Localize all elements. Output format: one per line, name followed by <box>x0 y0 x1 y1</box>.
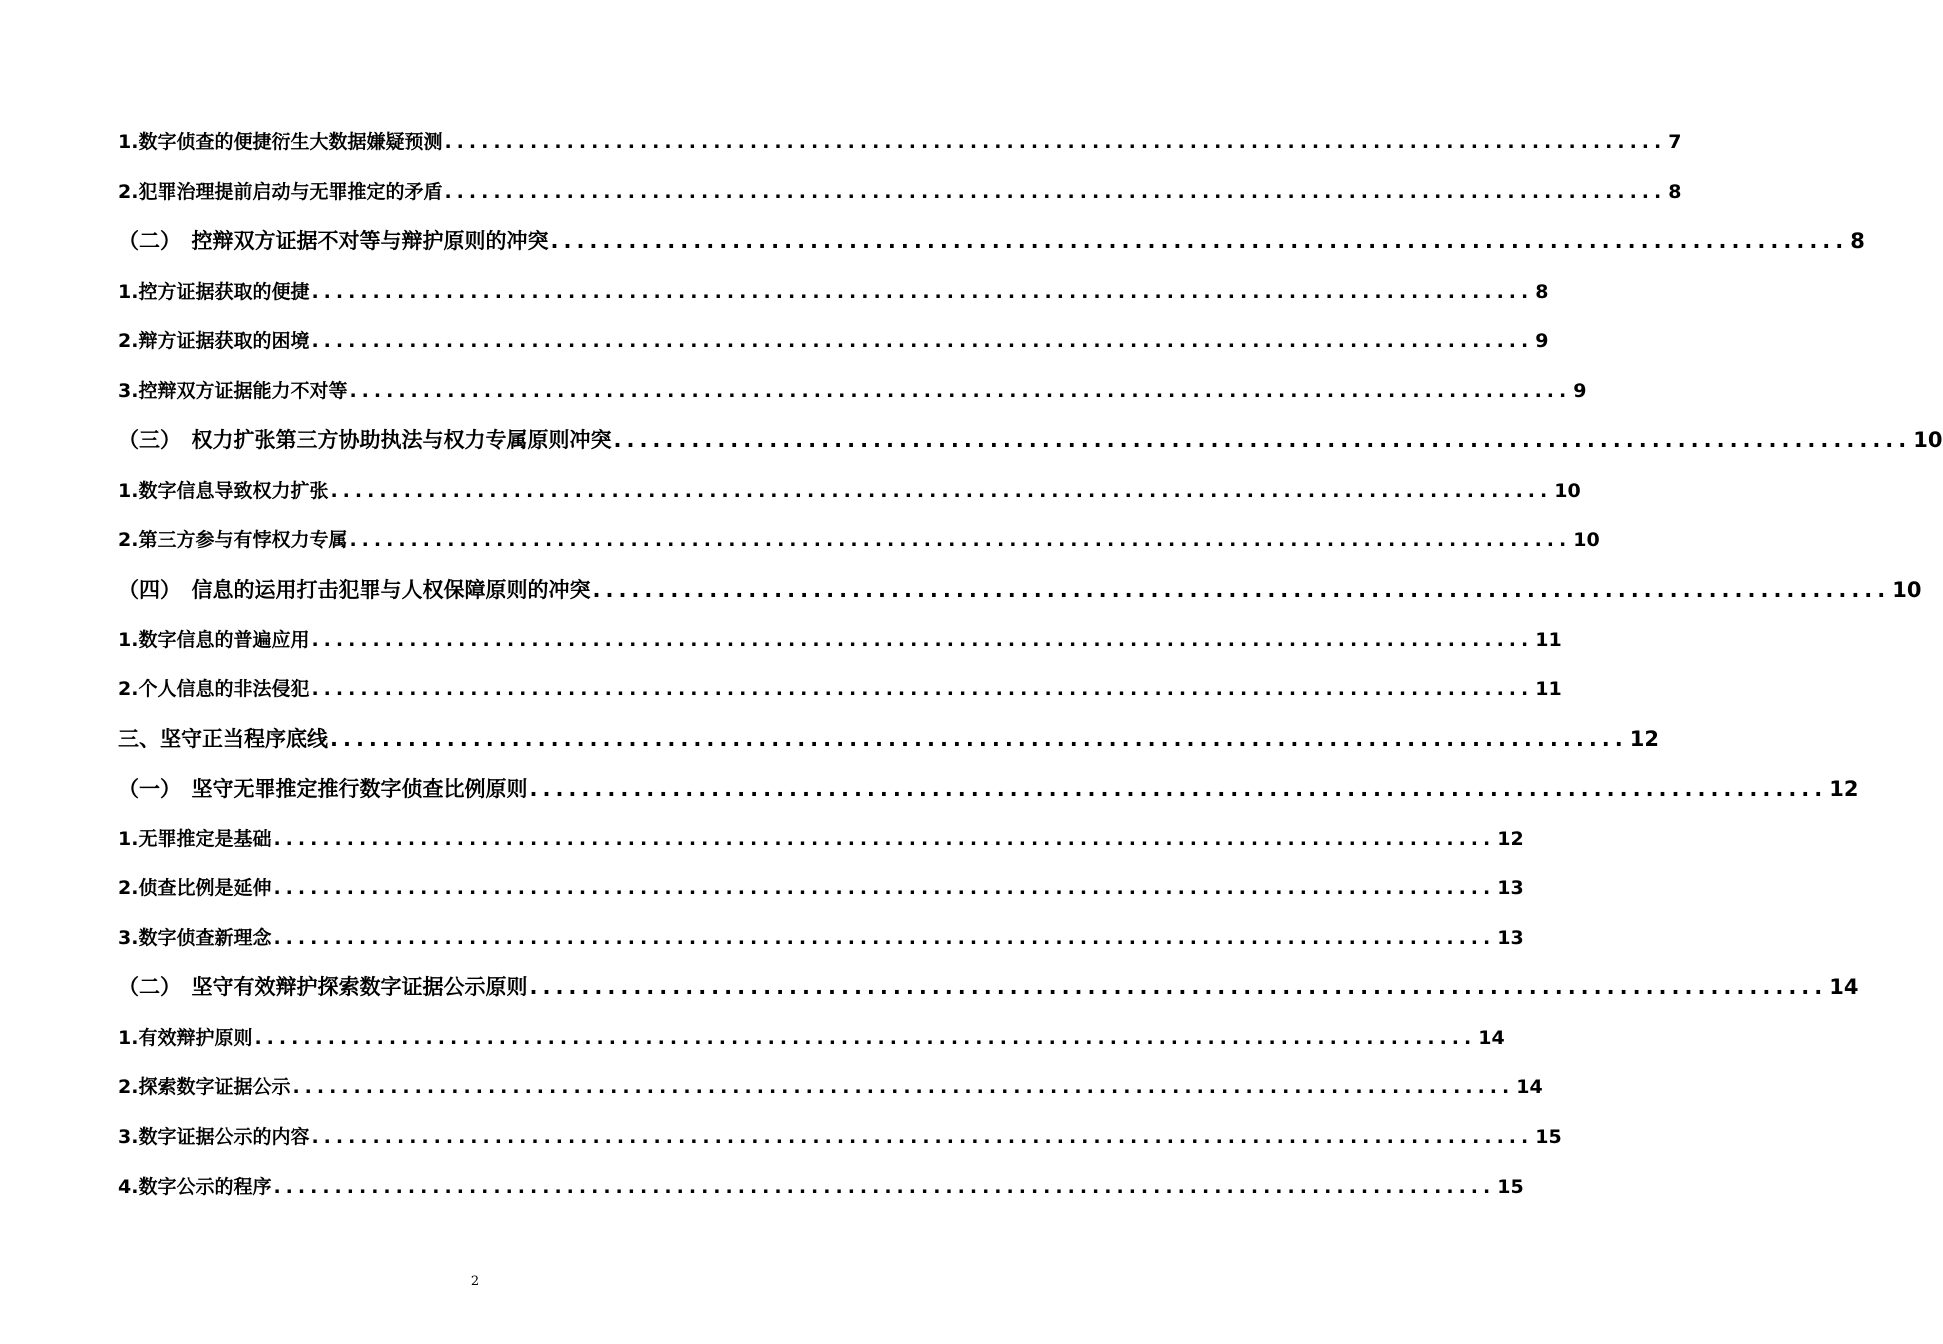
toc-dot-leader: .................................................................................................... <box>444 181 1667 203</box>
toc-entry-page: 12 <box>1829 777 1859 801</box>
toc-dot-leader: .................................................................................................... <box>550 229 1849 253</box>
toc-entry-label: 3.数字证据公示的内容 <box>118 1126 310 1148</box>
toc-entry-label: （二） 坚守有效辩护探索数字证据公示原则 <box>118 975 528 999</box>
toc-entry-label: 1.有效辩护原则 <box>118 1027 253 1049</box>
toc-entry-page: 15 <box>1497 1176 1524 1198</box>
toc-dot-leader: .................................................................................................... <box>273 828 1496 850</box>
toc-entry <box>118 522 1600 552</box>
toc-entry-page: 14 <box>1478 1027 1505 1049</box>
toc-dot-leader: .................................................................................................... <box>273 927 1496 949</box>
toc-entry-page: 7 <box>1668 131 1682 153</box>
toc-dot-leader: .................................................................................................... <box>311 629 1534 651</box>
toc-entry <box>118 422 1943 452</box>
toc-entry-page: 8 <box>1668 181 1682 203</box>
toc-entry-label: 3.数字侦查新理念 <box>118 927 272 949</box>
toc-entry-page: 9 <box>1573 380 1587 402</box>
toc-dot-leader: .................................................................................................... <box>311 281 1534 303</box>
toc-entry <box>118 223 1865 253</box>
toc-entry <box>118 821 1524 851</box>
toc-entry-page: 12 <box>1629 727 1659 751</box>
toc-entry-page: 8 <box>1535 281 1549 303</box>
toc-dot-leader: .................................................................................................... <box>311 678 1534 700</box>
toc-dot-leader: .................................................................................................... <box>330 727 1628 751</box>
toc-entry <box>118 920 1524 950</box>
toc-entry-page: 10 <box>1913 428 1943 452</box>
toc-entry-label: 三、坚守正当程序底线 <box>118 727 328 751</box>
toc-entry-page: 11 <box>1535 629 1562 651</box>
toc-entry-label: （一） 坚守无罪推定推行数字侦查比例原则 <box>118 777 528 801</box>
toc-entry-label: 2.犯罪治理提前启动与无罪推定的矛盾 <box>118 181 443 203</box>
toc-entry <box>118 969 1859 999</box>
toc-entry-label: 1.数字信息的普遍应用 <box>118 629 310 651</box>
toc-entry-page: 14 <box>1829 975 1859 999</box>
toc-entry-page: 13 <box>1497 927 1524 949</box>
toc-entry-label: 2.第三方参与有悖权力专属 <box>118 529 348 551</box>
toc-entry-page: 10 <box>1892 578 1922 602</box>
toc-dot-leader: .................................................................................................... <box>349 529 1572 551</box>
toc-dot-leader: .................................................................................................... <box>292 1076 1515 1098</box>
toc-entry-label: 2.个人信息的非法侵犯 <box>118 678 310 700</box>
toc-entry <box>118 671 1562 701</box>
toc-entry-label: 1.无罪推定是基础 <box>118 828 272 850</box>
toc-entry-page: 9 <box>1535 330 1549 352</box>
toc-entry <box>118 1020 1505 1050</box>
toc-entry <box>118 1069 1543 1099</box>
toc-dot-leader: .................................................................................................... <box>349 380 1572 402</box>
toc-entry <box>118 771 1859 801</box>
toc-entry-page: 12 <box>1497 828 1524 850</box>
toc-entry-label: 1.控方证据获取的便捷 <box>118 281 310 303</box>
toc-entry-label: 3.控辩双方证据能力不对等 <box>118 380 348 402</box>
toc-entry-label: （四） 信息的运用打击犯罪与人权保障原则的冲突 <box>118 578 591 602</box>
toc-entry-label: 4.数字公示的程序 <box>118 1176 272 1198</box>
toc-entry-label: 1.数字信息导致权力扩张 <box>118 480 329 502</box>
toc-dot-leader: .................................................................................................... <box>311 1126 1534 1148</box>
toc-dot-leader: .................................................................................................... <box>311 330 1534 352</box>
toc-dot-leader: .................................................................................................... <box>592 578 1891 602</box>
toc-entry-page: 8 <box>1850 229 1865 253</box>
toc-entry <box>118 1169 1524 1199</box>
toc-dot-leader: .................................................................................................... <box>254 1027 1477 1049</box>
toc-entry <box>118 473 1581 503</box>
toc-dot-leader: .................................................................................................... <box>529 975 1828 999</box>
toc-entry-label: 2.侦查比例是延伸 <box>118 877 272 899</box>
toc-entry-page: 14 <box>1516 1076 1543 1098</box>
toc-dot-leader: .................................................................................................... <box>273 1176 1496 1198</box>
toc-entry-page: 10 <box>1554 480 1581 502</box>
toc-entry <box>118 622 1562 652</box>
toc-entry <box>118 174 1682 204</box>
toc-entry-page: 15 <box>1535 1126 1562 1148</box>
toc-entry <box>118 373 1587 403</box>
toc-dot-leader: .................................................................................................... <box>444 131 1667 153</box>
toc-entry-page: 10 <box>1573 529 1600 551</box>
toc-dot-leader: .................................................................................................... <box>529 777 1828 801</box>
toc-entry-label: （三） 权力扩张第三方协助执法与权力专属原则冲突 <box>118 428 612 452</box>
toc-entry <box>118 721 1659 751</box>
toc-entry-page: 13 <box>1497 877 1524 899</box>
toc-dot-leader: .................................................................................................... <box>330 480 1553 502</box>
toc-entry-label: 2.探索数字证据公示 <box>118 1076 291 1098</box>
toc-dot-leader: .................................................................................................... <box>613 428 1912 452</box>
page-number: 2 <box>470 1274 480 1289</box>
toc-entry-label: 1.数字侦查的便捷衍生大数据嫌疑预测 <box>118 131 443 153</box>
toc-entry <box>118 124 1682 154</box>
toc-entry-page: 11 <box>1535 678 1562 700</box>
toc-entry <box>118 572 1922 602</box>
toc-entry <box>118 1119 1562 1149</box>
toc-dot-leader: .................................................................................................... <box>273 877 1496 899</box>
toc-entry <box>118 323 1549 353</box>
toc-entry-label: （二） 控辩双方证据不对等与辩护原则的冲突 <box>118 229 549 253</box>
toc-entry-label: 2.辩方证据获取的困境 <box>118 330 310 352</box>
toc-entry <box>118 870 1524 900</box>
toc-entry <box>118 274 1549 304</box>
